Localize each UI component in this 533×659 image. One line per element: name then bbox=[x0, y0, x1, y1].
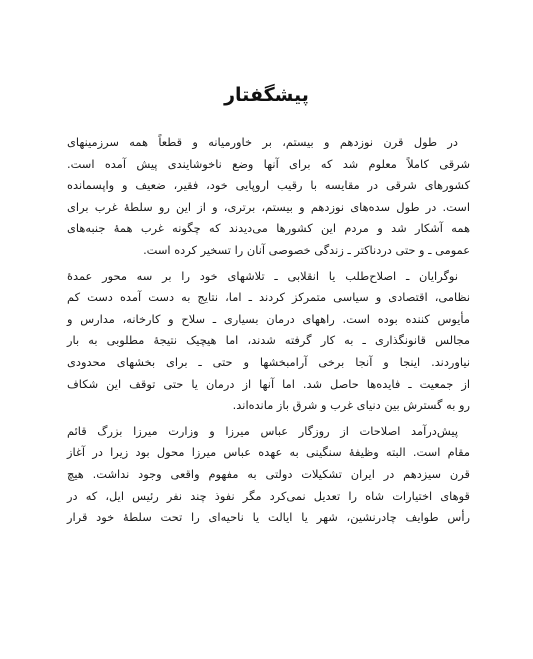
text-line: عمومی ـ و حتی دردناکتر ـ زندگی خصوصی آنان را تسخیر کرده است. bbox=[143, 242, 470, 257]
text-line: مأیوس کننده بوده است. راههای درمان بسیاری ـ سلاح و کارخانه، مدارس و bbox=[67, 311, 470, 326]
text-line: کشورهای شرقی در مقایسه با رقیب اروپایی خود، فقیر، ضعیف و واپسمانده bbox=[67, 178, 470, 193]
page-title: پیشگفتار bbox=[224, 84, 309, 106]
text-line: نیاوردند. اینجا و آنجا برخی آرامبخشها و حتی ـ برای بخشهای محدودی bbox=[67, 354, 470, 369]
paragraph-1 bbox=[67, 132, 470, 262]
text-line: قوهای اختیارات شاه را تعدیل نمی‌کرد مگر نفوذ چند نفر رئیس ایل، که در bbox=[67, 488, 470, 503]
text-line: است. در طول سده‌های نوزدهم و بیستم، برتری، و از این رو سلطهٔ غرب برای bbox=[67, 199, 470, 214]
text-line: نظامی، اقتصادی و سیاسی متمرکز کردند ـ اما، نتایج به دست آمده دست کم bbox=[67, 290, 470, 305]
text-line: از جمعیت ـ فایده‌ها حاصل شد. اما آنها از درمان یا حتی توقف این شکاف bbox=[67, 376, 470, 391]
paragraph-3 bbox=[67, 421, 470, 529]
text-line: در طول قرن نوزدهم و بیستم، بر خاورمیانه و قطعاً همه سرزمینهای bbox=[67, 135, 458, 149]
text-line: قرن سیزدهم در ایران تشکیلات دولتی به مفهوم واقعی وجود نداشت. هیچ bbox=[67, 466, 470, 481]
body-text bbox=[67, 132, 470, 533]
text-line: رو به گسترش بین دنیای غرب و شرق باز مانده‌اند. bbox=[232, 398, 470, 413]
text-line: مجالس قانونگذاری ـ به کار گرفته شدند، اما هیچیک نتیجهٔ مطلوبی به بار bbox=[67, 333, 470, 348]
text-line: شرقی کاملاً معلوم شد که برای آنها وضع ناخوشایندی پیش آمده است. bbox=[67, 156, 470, 171]
text-line: مقام است. البته وظیفهٔ سنگینی به عهده عباس میرزا محول بود زیرا در آغاز bbox=[67, 445, 470, 460]
paragraph-2 bbox=[67, 266, 470, 417]
text-line: نوگرایان ـ اصلاح‌طلب یا انقلابی ـ تلاشهای خود را بر سه محور عمدهٔ bbox=[67, 268, 458, 283]
text-line: همه آشکار شد و مردم این کشورها می‌دیدند که چگونه غرب همهٔ جنبه‌های bbox=[67, 221, 470, 236]
text-line: پیش‌درآمد اصلاحات از روزگار عباس میرزا و وزارت میرزا بزرگ قائم bbox=[67, 423, 458, 438]
text-line: رأس طوایف چادرنشین، شهر یا ایالت یا ناحیه‌ای را تحت سلطهٔ خود قرار bbox=[67, 510, 470, 525]
